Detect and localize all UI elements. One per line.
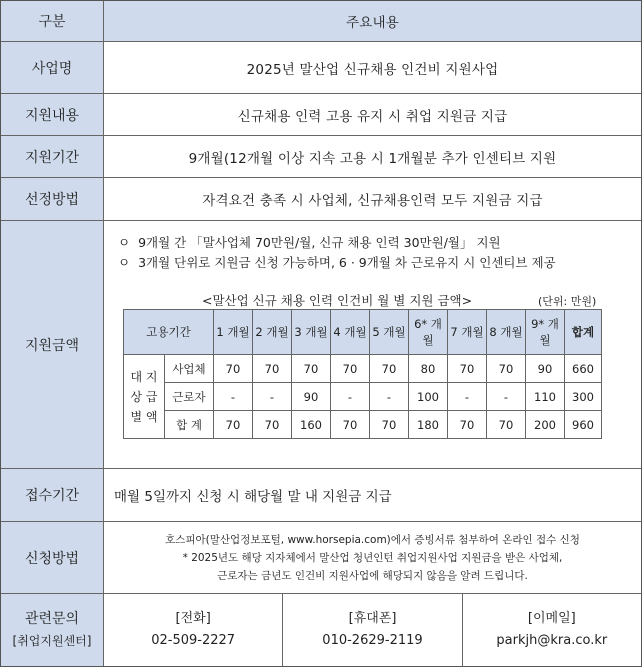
application-line: 근로자는 금년도 인건비 지원사업에 해당되지 않음을 알려 드립니다. xyxy=(217,570,528,582)
period-header: 고용기간 xyxy=(124,310,214,355)
support-content-value: 신규채용 인력 고용 유지 시 취업 지원금 지급 xyxy=(237,108,508,125)
amount-bullets xyxy=(118,233,556,273)
contact-phone-title: [전화] xyxy=(175,611,211,626)
cell: 70 xyxy=(487,411,526,439)
reception-period-label: 접수기간 xyxy=(1,469,104,521)
cell: 70 xyxy=(487,355,526,383)
month-header: 2 개월 xyxy=(253,310,292,355)
business-name-label: 사업명 xyxy=(1,42,104,93)
selection-label: 선정방법 xyxy=(1,178,104,220)
cell: 100 xyxy=(409,383,448,411)
total-header: 합계 xyxy=(565,310,602,355)
cell: 70 xyxy=(448,355,487,383)
contact-email-title: [이메일] xyxy=(527,611,576,626)
application-row xyxy=(1,522,641,594)
inquiry-label xyxy=(1,594,104,666)
selection-value: 자격요건 충족 시 사업체, 신규채용인력 모두 지원금 지급 xyxy=(202,193,543,209)
cell: 90 xyxy=(292,383,331,411)
header-main-content: 주요내용 xyxy=(104,1,641,41)
cell: - xyxy=(253,383,292,411)
contact-email xyxy=(463,594,641,666)
contact-list xyxy=(104,594,641,666)
month-header: 4 개월 xyxy=(331,310,370,355)
amount-row xyxy=(1,221,641,469)
application-line: 호스피아(말산업정보포털, www.horsepia.com)에서 증빙서류 첨부하여 온라인 접수 신청 xyxy=(165,534,580,546)
contact-mobile-value[interactable]: 010-2629-2119 xyxy=(322,633,423,648)
business-name-value: 2025년 말산업 신규채용 인건비 지원사업 xyxy=(246,61,499,78)
header-category: 구분 xyxy=(1,1,104,41)
month-header: 7 개월 xyxy=(448,310,487,355)
cell: 90 xyxy=(526,355,565,383)
contact-mobile xyxy=(283,594,462,666)
month-header: 6* 개월 xyxy=(409,310,448,355)
cell: - xyxy=(370,383,409,411)
cell: 160 xyxy=(292,411,331,439)
month-header: 1 개월 xyxy=(214,310,253,355)
application-label: 신청방법 xyxy=(1,522,104,593)
cell: - xyxy=(331,383,370,411)
cell: 70 xyxy=(331,355,370,383)
contact-phone-value[interactable]: 02-509-2227 xyxy=(151,633,236,648)
monthly-table-title: <말산업 신규 채용 인력 인건비 월 별 지원 금액> xyxy=(202,293,473,308)
row-name: 사업체 xyxy=(165,355,214,383)
support-period-label: 지원기간 xyxy=(1,136,104,177)
cell: 70 xyxy=(253,411,292,439)
month-header: 9* 개월 xyxy=(526,310,565,355)
cell: 70 xyxy=(448,411,487,439)
support-content-row xyxy=(1,94,641,136)
inquiry-label-center: [취업지원센터] xyxy=(12,634,92,648)
month-header: 5 개월 xyxy=(370,310,409,355)
bullet-symbol: ㅇ xyxy=(118,255,131,270)
cell: 180 xyxy=(409,411,448,439)
cell: 70 xyxy=(292,355,331,383)
cell: 70 xyxy=(370,411,409,439)
inquiry-row xyxy=(1,594,641,666)
contact-mobile-title: [휴대폰] xyxy=(348,611,397,626)
monthly-support-table xyxy=(123,309,602,439)
total-cell: 960 xyxy=(565,411,602,439)
amount-label: 지원금액 xyxy=(1,221,104,468)
cell: - xyxy=(487,383,526,411)
support-content-label: 지원내용 xyxy=(1,94,104,135)
application-content xyxy=(104,522,641,593)
cell: 70 xyxy=(253,355,292,383)
bullet-text: 3개월 단위로 지원금 신청 가능하며, 6 · 9개월 차 근로유지 시 인센티브 제공 xyxy=(138,255,556,270)
month-header: 8 개월 xyxy=(487,310,526,355)
reception-period-row xyxy=(1,469,641,522)
support-period-value: 9개월(12개월 이상 지속 고용 시 1개월분 추가 인센티브 지원 xyxy=(188,150,557,167)
contact-email-value[interactable]: parkjh@kra.co.kr xyxy=(496,633,608,648)
cell: 70 xyxy=(214,411,253,439)
cell: 70 xyxy=(331,411,370,439)
selection-row xyxy=(1,178,641,221)
support-period-row xyxy=(1,136,641,178)
cell: 70 xyxy=(214,355,253,383)
month-header: 3 개월 xyxy=(292,310,331,355)
amount-content xyxy=(104,221,641,468)
monthly-table-unit: (단위: 만원) xyxy=(538,295,597,308)
reception-period-value: 매월 5일까지 신청 시 해당월 말 내 지원금 지급 xyxy=(114,489,392,505)
cell: 80 xyxy=(409,355,448,383)
header-row xyxy=(1,1,641,42)
cell: - xyxy=(448,383,487,411)
total-cell: 300 xyxy=(565,383,602,411)
bullet-item xyxy=(118,233,556,253)
business-name-row xyxy=(1,42,641,94)
cell: 70 xyxy=(370,355,409,383)
cell: 110 xyxy=(526,383,565,411)
bullet-item xyxy=(118,253,556,273)
row-name: 근로자 xyxy=(165,383,214,411)
bullet-text: 9개월 간 「말사업체 70만원/월, 신규 채용 인력 30만원/월」 지원 xyxy=(138,235,501,250)
bullet-symbol: ㅇ xyxy=(118,235,131,250)
contact-phone xyxy=(104,594,283,666)
row-name: 합 계 xyxy=(165,411,214,439)
cell: 200 xyxy=(526,411,565,439)
inquiry-label-title: 관련문의 xyxy=(24,611,80,627)
cell: - xyxy=(214,383,253,411)
total-cell: 660 xyxy=(565,355,602,383)
group-label: 대 지 상 급 별 액 xyxy=(124,355,165,439)
application-line: * 2025년도 해당 지자체에서 말산업 청년인턴 취업지원사업 지원금을 받은 사업체, xyxy=(182,552,563,564)
